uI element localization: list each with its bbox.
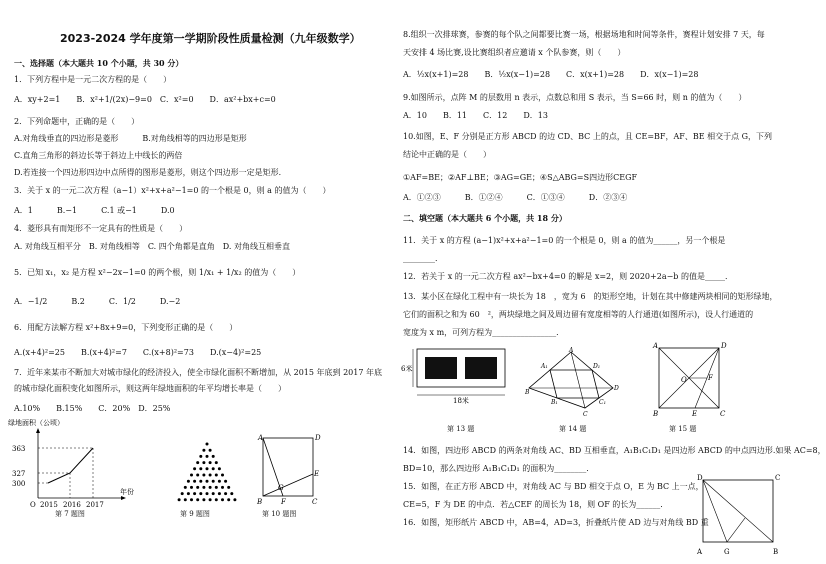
figure-15-label-c: C <box>720 410 726 418</box>
section-fill-heading: 二、填空题（本大题共 6 个小题，共 18 分） <box>403 213 567 223</box>
figure-9-dot <box>196 461 199 464</box>
figure-9-dot <box>184 486 187 489</box>
figure-10-label-a: A <box>258 434 264 442</box>
figure-9-dot <box>212 467 215 470</box>
figure-14-quadrilateral <box>525 348 620 420</box>
figure-13-garden <box>401 345 511 407</box>
figure-9-dot <box>221 498 224 501</box>
figure-7-xtick-2017: 2017 <box>86 501 104 509</box>
figure-10-label-g: G <box>278 484 284 492</box>
figure-9-dot <box>206 480 209 483</box>
question-10-statements: ①AF=BE；②AF⊥BE；③AG=GE；④S△ABG=S四边形CEGF <box>403 173 638 182</box>
figure-9-dot <box>202 449 205 452</box>
figure-9-dot <box>196 486 199 489</box>
figure-9-dot <box>212 455 215 458</box>
question-6-options: A.(x+4)²=25 B.(x+4)²=7 C.(x+8)²=73 D.(x−4)²=25 <box>14 348 262 357</box>
figure-13-height-label: 6米 <box>401 365 413 373</box>
figure-7-ytick-300: 300 <box>12 480 26 488</box>
figure-14-label-c: C <box>583 411 588 418</box>
figure-9-dot <box>199 455 202 458</box>
figure-9-dot <box>199 467 202 470</box>
figure-9-dot <box>215 461 218 464</box>
question-5: 5．已知 x₁，x₂ 是方程 x²−2x−1=0 的两个根，则 1/x₁ + 1/x₂ 的值为（ ） <box>14 268 301 277</box>
figure-14-caption: 第 14 题 <box>559 425 587 433</box>
question-4: 4．菱形具有而矩形不一定具有的性质是（ ） <box>14 224 188 233</box>
figure-9-dot <box>215 486 218 489</box>
figure-9-dot <box>202 461 205 464</box>
figure-9-dot <box>196 474 199 477</box>
page-title: 2023-2024 学年度第一学期阶段性质量检测（九年级数学） <box>60 32 361 45</box>
figure-15-label-o: O <box>681 376 687 384</box>
figure-10-square <box>238 430 321 510</box>
figure-9-dot <box>218 492 221 495</box>
question-7-line-2: 的城市绿化面积变化如图所示，则这两年绿地面积的年平均增长率是（ ） <box>14 384 286 393</box>
figure-14-label-b1: B₁ <box>551 399 558 406</box>
figure-7-xtick-2015: 2015 <box>40 501 58 509</box>
figure-9-dot <box>215 474 218 477</box>
figure-7-graph <box>8 416 148 511</box>
figure-9-dot <box>190 486 193 489</box>
question-11-line-2: ________． <box>403 254 443 263</box>
figure-15-label-b: B <box>653 410 659 418</box>
figure-9-dot <box>202 498 205 501</box>
figure-15-label-e: E <box>692 410 698 418</box>
figure-7-origin: O <box>30 501 36 509</box>
question-6: 6．用配方法解方程 x²+8x+9=0，下列变形正确的是（ ） <box>14 323 238 332</box>
figure-9-dot <box>209 449 212 452</box>
figure-9-dot <box>206 455 209 458</box>
figure-7-ytick-363: 363 <box>12 445 26 453</box>
figure-9-dot <box>221 486 224 489</box>
figure-7-ylabel: 绿地面积（公顷） <box>8 419 64 427</box>
figure-9-dot <box>224 480 227 483</box>
figure-9-dot <box>193 480 196 483</box>
figure-9-dot <box>196 498 199 501</box>
question-13-line-2: 它们的面积之和为 60 ²，两块绿地之间及周边留有宽度相等的人行通道(如图所示)，设人行通道的 <box>403 310 754 319</box>
question-15: 15．如图，在正方形 ABCD 中，对角线 AC 与 BD 相交于点 O，E 为 BC 上一点， <box>403 482 704 491</box>
question-2-option-d: D.若连接一个四边形四边中点所得的图形是菱形，则这个四边形一定是矩形． <box>14 168 287 177</box>
question-8: 8.组织一次排球赛，参赛的每个队之间都要比赛一场，根据场地和时间等条件，赛程计划安排 7 天，每 <box>403 30 765 39</box>
question-2-option-c: C.直角三角形的斜边长等于斜边上中线长的两倍 <box>14 151 183 160</box>
question-9: 9.如图所示，点阵 M 的层数用 n 表示，点数总和用 S 表示，当 S=66 时，则 n 的值为（ ） <box>403 93 747 102</box>
figure-14-label-c1: C₁ <box>599 399 606 406</box>
question-15-line-2: CE=5，F 为 DE 的中点．若△CEF 的周长为 18，则 OF 的长为______． <box>403 500 669 509</box>
figure-9-dot <box>209 461 212 464</box>
figure-14-label-a1: A₁ <box>541 363 548 370</box>
figure-9-dot <box>187 492 190 495</box>
figure-10-label-c: C <box>312 498 318 506</box>
figure-9-dot <box>218 467 221 470</box>
figure-10-caption: 第 10 题图 <box>262 510 297 518</box>
figure-7-caption: 第 7 题图 <box>55 510 85 518</box>
figure-9-dot <box>199 492 202 495</box>
figure-16-label-d: D <box>697 474 703 482</box>
section-choice-heading: 一、选择题（本大题共 10 个小题，共 30 分） <box>14 58 184 68</box>
question-2: 2．下列命题中，正确的是（ ） <box>14 117 140 126</box>
question-2-option-ab: A.对角线垂直的四边形是菱形 B.对角线相等的四边形是矩形 <box>14 134 247 143</box>
question-5-options: A．−1/2 B.2 C．1/2 D.−2 <box>14 297 181 306</box>
figure-15-label-f: F <box>708 374 713 382</box>
figure-9-dot <box>206 467 209 470</box>
figure-9-dot <box>215 498 218 501</box>
figure-9-dot <box>206 492 209 495</box>
figure-9-dot <box>212 480 215 483</box>
question-10-options: A．①②③ B．①②④ C．①③④ D．②③④ <box>403 193 628 202</box>
figure-9-dot <box>187 480 190 483</box>
figure-13-width-label: 18米 <box>453 397 469 405</box>
figure-9-dot <box>230 492 233 495</box>
figure-9-dot <box>209 498 212 501</box>
figure-9-dot <box>209 474 212 477</box>
figure-9-dot <box>224 492 227 495</box>
figure-16-label-c: C <box>775 474 781 482</box>
figure-9-dot <box>193 467 196 470</box>
figure-9-dot <box>178 498 181 501</box>
figure-9-dot <box>199 480 202 483</box>
figure-16-rectangle <box>697 472 787 560</box>
figure-9-dot <box>218 480 221 483</box>
figure-9-dot <box>206 443 209 446</box>
figure-9-dot <box>227 498 230 501</box>
figure-16-label-b: B <box>773 548 779 556</box>
question-9-options: A．10 B．11 C．12 D．13 <box>403 111 548 120</box>
question-1-options: A．xy+2=1 B．x²+1/(2x)−9=0 C．x²=0 D．ax²+bx+c=0 <box>14 95 276 104</box>
figure-9-dot <box>202 486 205 489</box>
question-13-line-3: 宽度为 x m，可列方程为________________． <box>403 328 565 337</box>
question-8-line-2: 天安排 4 场比赛,设比赛组织者应邀请 x 个队参赛，则（ ） <box>403 48 626 57</box>
figure-9-dot <box>233 498 236 501</box>
figure-13-caption: 第 13 题 <box>447 425 475 433</box>
left-column <box>0 0 397 561</box>
question-3: 3．关于 x 的一元二次方程（a−1）x²+x+a²−1=0 的一个根是 0，则 a 的值为（ ） <box>14 186 331 195</box>
question-3-options: A．1 B.−1 C.1 或−1 D.0 <box>14 206 175 215</box>
figure-15-label-d: D <box>721 342 727 350</box>
question-12: 12．若关于 x 的一元二次方程 ax²−bx+4=0 的解是 x=2，则 2020+2a−b 的值是_____． <box>403 272 733 281</box>
figure-14-label-a: A <box>569 347 574 354</box>
question-7-options: A.10% B.15% C．20% D．25% <box>14 404 171 413</box>
figure-9-dot <box>221 474 224 477</box>
figure-9-dot <box>212 492 215 495</box>
figure-10-label-e: E <box>314 470 320 478</box>
question-4-options: A. 对角线互相平分 B. 对角线相等 C. 四个角都是直角 D. 对角线互相垂直 <box>14 242 290 251</box>
figure-7-xtick-2016: 2016 <box>63 501 81 509</box>
figure-7-xlabel: 年份 <box>120 488 134 496</box>
question-8-options: A．½x(x+1)=28 B．½x(x−1)=28 C．x(x+1)=28 D．x(x−1)=28 <box>403 70 699 79</box>
figure-10-label-f: F <box>281 498 286 506</box>
figure-15-caption: 第 15 题 <box>669 425 697 433</box>
figure-9-dot <box>181 492 184 495</box>
figure-9-dot <box>209 486 212 489</box>
question-7: 7．近年来某市不断加大对城市绿化的经济投入，使全市绿化面积不断增加，从 2015 年底到 2017 年底 <box>14 368 382 377</box>
figure-10-label-b: B <box>257 498 263 506</box>
figure-9-dot <box>184 498 187 501</box>
right-column <box>397 0 826 561</box>
figure-9-dot <box>190 474 193 477</box>
figure-14-label-d: D <box>614 385 619 392</box>
figure-9-dot <box>190 498 193 501</box>
figure-16-label-g: G <box>724 548 730 556</box>
question-1: 1．下列方程中是一元二次方程的是（ ） <box>14 75 172 84</box>
figure-14-label-d1: D₁ <box>593 363 601 370</box>
question-14: 14．如图，四边形 ABCD 的两条对角线 AC、BD 互相垂直，A₁B₁C₁D₁ 是四边形 ABCD 的中点四边形.如果 AC=8， <box>403 446 826 455</box>
figure-16-label-a: A <box>697 548 703 556</box>
question-11: 11．关于 x 的方程 (a−1)x²+x+a²−1=0 的一个根是 0，则 a 的值为______，另一个根是 <box>403 236 726 245</box>
figure-9-dot <box>227 486 230 489</box>
question-10: 10.如图，E、F 分别是正方形 ABCD 的边 CD、BC 上的点，且 CE=BF，AF、BE 相交于点 G，下列 <box>403 132 773 141</box>
question-14-line-2: BD=10，那么四边形 A₁B₁C₁D₁ 的面积为________． <box>403 464 595 473</box>
figure-9-dot <box>202 474 205 477</box>
figure-15-square <box>649 342 729 420</box>
question-10-line-2: 结论中正确的是（ ） <box>403 150 491 159</box>
question-16: 16．如图，矩形纸片 ABCD 中，AB=4，AD=3，折叠纸片使 AD 边与对角线 BD 重 <box>403 518 709 527</box>
figure-15-label-a: A <box>653 342 659 350</box>
figure-10-label-d: D <box>315 434 321 442</box>
question-13: 13．某小区在绿化工程中有一块长为 18 ，宽为 6 的矩形空地，计划在其中修建两块相同的矩形绿地， <box>403 292 778 301</box>
figure-14-label-b: B <box>525 389 530 396</box>
figure-7-ytick-327: 327 <box>12 470 26 478</box>
figure-9-dot <box>193 492 196 495</box>
figure-9-caption: 第 9 题图 <box>180 510 210 518</box>
